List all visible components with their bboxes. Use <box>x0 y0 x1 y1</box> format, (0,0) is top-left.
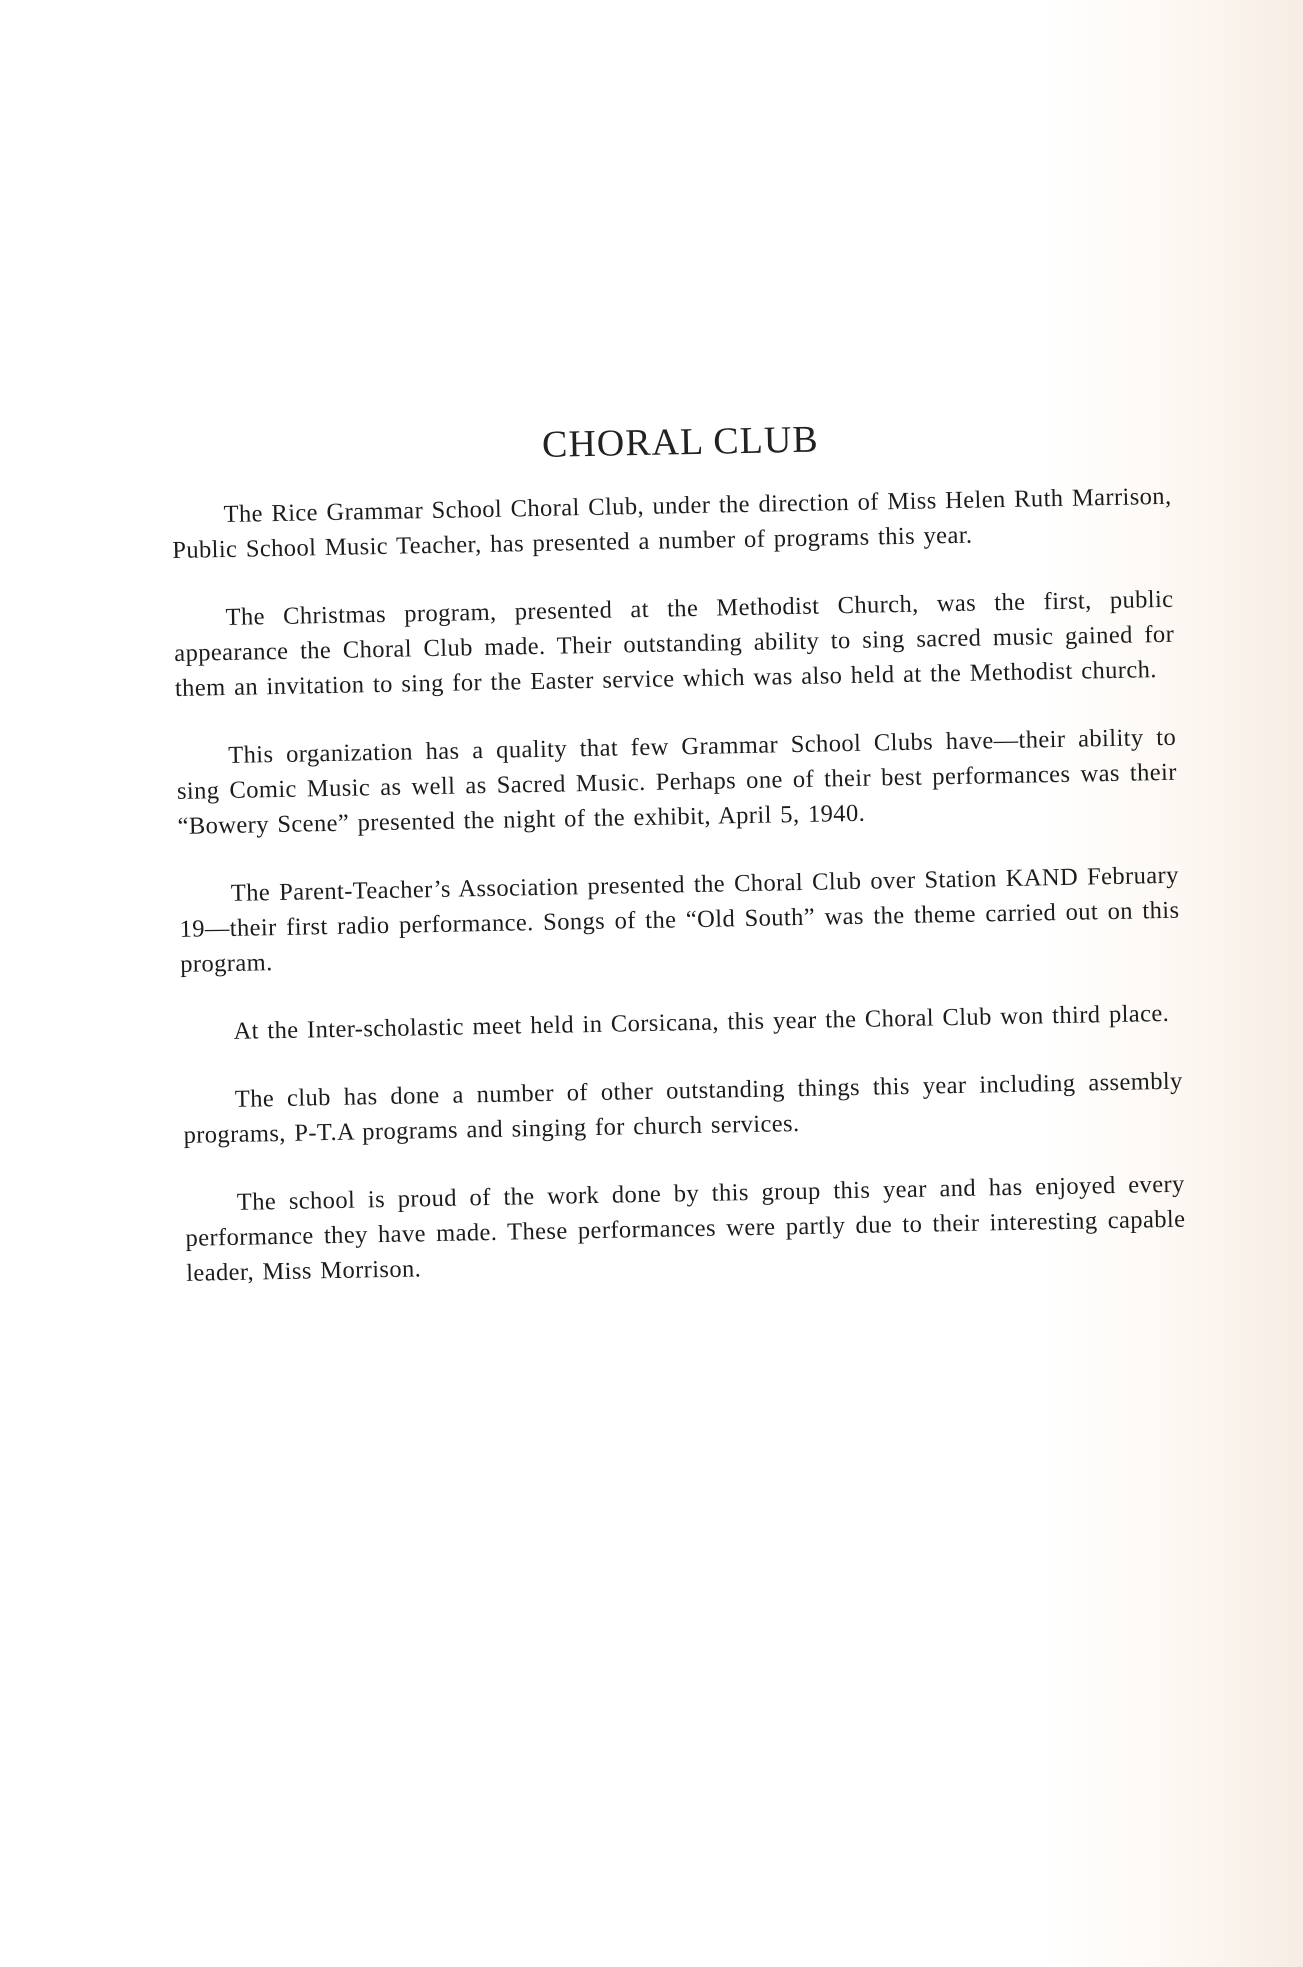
paragraph-radio-performance: The Parent-Teacher’s Association presented the Choral Club over Station KAND February 19—their first radio performance. Songs of the “Old South” was the theme carried out on this program. <box>179 861 1180 978</box>
paragraph-intro: The Rice Grammar School Choral Club, under the direction of Miss Helen Ruth Marrison, Public School Music Teacher, has presented a number of programs this year. <box>172 482 1172 564</box>
page-content <box>170 411 1187 1324</box>
paragraph-comic-music: This organization has a quality that few Grammar School Clubs have—their ability to sing Comic Music as well as Sacred Music. Perhaps one of their best performances was their “Bowery Scene” presented the night of the exhibit, April 5, 1940. <box>176 723 1178 840</box>
paragraph-christmas-program: The Christmas program, presented at the Methodist Church, was the first, public appearance the Choral Club made. Their outstanding ability to sing sacred music gained for them an invitation to sing for the Easter service which was also held at the Methodist church. <box>174 585 1175 702</box>
paragraph-other-activities: The club has done a number of other outstanding things this year including assembly programs, P-T.A programs and singing for church services. <box>183 1067 1183 1149</box>
paragraph-conclusion: The school is proud of the work done by this group this year and has enjoyed every performance they have made. These performances were partly due to their interesting capable leader, Miss Morrison. <box>185 1170 1186 1287</box>
paragraph-interscholastic-meet: At the Inter-scholastic meet held in Corsicana, this year the Choral Club won third place. <box>233 999 1170 1045</box>
page-title: CHORAL CLUB <box>541 418 820 466</box>
